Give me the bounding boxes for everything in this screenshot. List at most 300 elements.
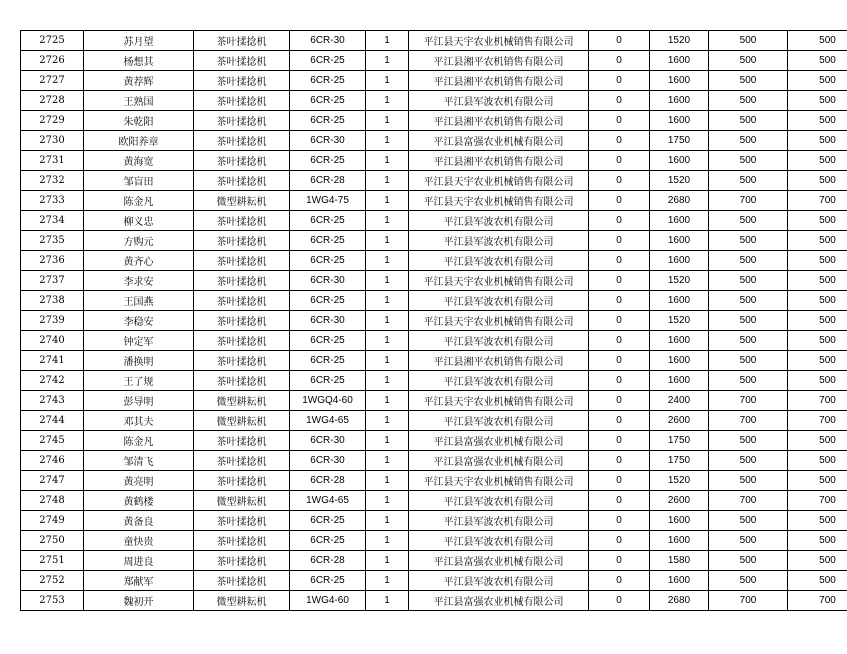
total-subsidy-cell: 500 [788, 431, 847, 451]
table-row [21, 491, 847, 511]
row-number-cell: 2731 [21, 151, 84, 171]
quantity-cell: 1 [366, 551, 409, 571]
central-subsidy-cell: 500 [709, 531, 788, 551]
price-cell: 1750 [650, 451, 709, 471]
central-subsidy-cell: 700 [709, 191, 788, 211]
zero-value-cell: 0 [589, 411, 650, 431]
quantity-cell: 1 [366, 391, 409, 411]
model-cell: 6CR-25 [290, 531, 366, 551]
machine-type-cell: 茶叶揉捻机 [194, 51, 290, 71]
row-number-cell: 2752 [21, 571, 84, 591]
row-number-cell: 2738 [21, 291, 84, 311]
row-number-cell: 2732 [21, 171, 84, 191]
row-number-cell: 2737 [21, 271, 84, 291]
price-cell: 1520 [650, 171, 709, 191]
zero-value-cell: 0 [589, 111, 650, 131]
total-subsidy-cell: 700 [788, 391, 847, 411]
price-cell: 2600 [650, 491, 709, 511]
price-cell: 1600 [650, 291, 709, 311]
zero-value-cell: 0 [589, 491, 650, 511]
zero-value-cell: 0 [589, 571, 650, 591]
dealer-cell: 平江县湘平农机销售有限公司 [409, 151, 589, 171]
dealer-cell: 平江县军波农机有限公司 [409, 291, 589, 311]
farmer-name-cell: 王了规 [84, 371, 194, 391]
model-cell: 6CR-25 [290, 51, 366, 71]
machine-type-cell: 茶叶揉捻机 [194, 451, 290, 471]
total-subsidy-cell: 500 [788, 151, 847, 171]
machine-type-cell: 微型耕耘机 [194, 391, 290, 411]
farmer-name-cell: 黄鹤楼 [84, 491, 194, 511]
dealer-cell: 平江县天宇农业机械销售有限公司 [409, 191, 589, 211]
dealer-cell: 平江县军波农机有限公司 [409, 531, 589, 551]
quantity-cell: 1 [366, 451, 409, 471]
row-number-cell: 2733 [21, 191, 84, 211]
quantity-cell: 1 [366, 131, 409, 151]
quantity-cell: 1 [366, 531, 409, 551]
row-number-cell: 2739 [21, 311, 84, 331]
quantity-cell: 1 [366, 211, 409, 231]
total-subsidy-cell: 500 [788, 31, 847, 51]
table-row [21, 471, 847, 491]
quantity-cell: 1 [366, 271, 409, 291]
price-cell: 1520 [650, 31, 709, 51]
dealer-cell: 平江县富强农业机械有限公司 [409, 451, 589, 471]
total-subsidy-cell: 700 [788, 491, 847, 511]
dealer-cell: 平江县富强农业机械有限公司 [409, 551, 589, 571]
row-number-cell: 2744 [21, 411, 84, 431]
central-subsidy-cell: 500 [709, 211, 788, 231]
quantity-cell: 1 [366, 571, 409, 591]
table-row [21, 371, 847, 391]
dealer-cell: 平江县军波农机有限公司 [409, 411, 589, 431]
zero-value-cell: 0 [589, 271, 650, 291]
price-cell: 1600 [650, 331, 709, 351]
row-number-cell: 2741 [21, 351, 84, 371]
central-subsidy-cell: 700 [709, 591, 788, 611]
model-cell: 1WG4-60 [290, 591, 366, 611]
machine-type-cell: 微型耕耘机 [194, 411, 290, 431]
central-subsidy-cell: 500 [709, 431, 788, 451]
farmer-name-cell: 邓其夫 [84, 411, 194, 431]
dealer-cell: 平江县军波农机有限公司 [409, 571, 589, 591]
table-row [21, 411, 847, 431]
model-cell: 6CR-25 [290, 571, 366, 591]
model-cell: 6CR-25 [290, 511, 366, 531]
zero-value-cell: 0 [589, 331, 650, 351]
dealer-cell: 平江县天宇农业机械销售有限公司 [409, 471, 589, 491]
farmer-name-cell: 邹盲田 [84, 171, 194, 191]
machine-type-cell: 茶叶揉捻机 [194, 531, 290, 551]
machine-type-cell: 茶叶揉捻机 [194, 311, 290, 331]
zero-value-cell: 0 [589, 91, 650, 111]
quantity-cell: 1 [366, 151, 409, 171]
farmer-name-cell: 郑献军 [84, 571, 194, 591]
farmer-name-cell: 魏初开 [84, 591, 194, 611]
central-subsidy-cell: 500 [709, 291, 788, 311]
zero-value-cell: 0 [589, 251, 650, 271]
price-cell: 2600 [650, 411, 709, 431]
total-subsidy-cell: 500 [788, 331, 847, 351]
price-cell: 1600 [650, 251, 709, 271]
table-row [21, 271, 847, 291]
table-row [21, 571, 847, 591]
row-number-cell: 2725 [21, 31, 84, 51]
dealer-cell: 平江县军波农机有限公司 [409, 331, 589, 351]
row-number-cell: 2729 [21, 111, 84, 131]
price-cell: 1520 [650, 271, 709, 291]
dealer-cell: 平江县富强农业机械有限公司 [409, 431, 589, 451]
farmer-name-cell: 朱乾阳 [84, 111, 194, 131]
total-subsidy-cell: 500 [788, 551, 847, 571]
table-row [21, 71, 847, 91]
price-cell: 1600 [650, 211, 709, 231]
dealer-cell: 平江县天宇农业机械销售有限公司 [409, 171, 589, 191]
model-cell: 6CR-25 [290, 351, 366, 371]
table-row [21, 231, 847, 251]
machine-type-cell: 微型耕耘机 [194, 591, 290, 611]
price-cell: 1520 [650, 471, 709, 491]
price-cell: 1600 [650, 351, 709, 371]
table-row [21, 311, 847, 331]
table-row [21, 151, 847, 171]
zero-value-cell: 0 [589, 511, 650, 531]
machine-type-cell: 茶叶揉捻机 [194, 471, 290, 491]
price-cell: 1600 [650, 151, 709, 171]
quantity-cell: 1 [366, 251, 409, 271]
model-cell: 6CR-25 [290, 291, 366, 311]
row-number-cell: 2748 [21, 491, 84, 511]
model-cell: 1WG4-65 [290, 491, 366, 511]
quantity-cell: 1 [366, 111, 409, 131]
farmer-name-cell: 黄海宽 [84, 151, 194, 171]
central-subsidy-cell: 500 [709, 331, 788, 351]
price-cell: 1580 [650, 551, 709, 571]
central-subsidy-cell: 500 [709, 51, 788, 71]
quantity-cell: 1 [366, 331, 409, 351]
central-subsidy-cell: 500 [709, 551, 788, 571]
table-row [21, 131, 847, 151]
quantity-cell: 1 [366, 431, 409, 451]
central-subsidy-cell: 700 [709, 491, 788, 511]
machine-type-cell: 茶叶揉捻机 [194, 571, 290, 591]
dealer-cell: 平江县湘平农机销售有限公司 [409, 111, 589, 131]
zero-value-cell: 0 [589, 451, 650, 471]
table-row [21, 591, 847, 611]
machine-type-cell: 茶叶揉捻机 [194, 171, 290, 191]
central-subsidy-cell: 700 [709, 411, 788, 431]
total-subsidy-cell: 500 [788, 531, 847, 551]
table-row [21, 451, 847, 471]
zero-value-cell: 0 [589, 31, 650, 51]
price-cell: 1520 [650, 311, 709, 331]
table-row [21, 111, 847, 131]
zero-value-cell: 0 [589, 71, 650, 91]
machine-type-cell: 茶叶揉捻机 [194, 511, 290, 531]
model-cell: 6CR-25 [290, 251, 366, 271]
row-number-cell: 2728 [21, 91, 84, 111]
machine-type-cell: 茶叶揉捻机 [194, 331, 290, 351]
row-number-cell: 2736 [21, 251, 84, 271]
price-cell: 1600 [650, 71, 709, 91]
row-number-cell: 2742 [21, 371, 84, 391]
farmer-name-cell: 黄齐心 [84, 251, 194, 271]
machine-type-cell: 茶叶揉捻机 [194, 431, 290, 451]
farmer-name-cell: 黄备良 [84, 511, 194, 531]
quantity-cell: 1 [366, 371, 409, 391]
row-number-cell: 2735 [21, 231, 84, 251]
model-cell: 6CR-25 [290, 151, 366, 171]
model-cell: 6CR-25 [290, 91, 366, 111]
zero-value-cell: 0 [589, 211, 650, 231]
total-subsidy-cell: 500 [788, 291, 847, 311]
total-subsidy-cell: 700 [788, 591, 847, 611]
farmer-name-cell: 杨想其 [84, 51, 194, 71]
total-subsidy-cell: 500 [788, 471, 847, 491]
price-cell: 1600 [650, 571, 709, 591]
model-cell: 6CR-28 [290, 551, 366, 571]
farmer-name-cell: 方购元 [84, 231, 194, 251]
model-cell: 6CR-25 [290, 371, 366, 391]
zero-value-cell: 0 [589, 431, 650, 451]
zero-value-cell: 0 [589, 191, 650, 211]
model-cell: 6CR-30 [290, 271, 366, 291]
central-subsidy-cell: 700 [709, 391, 788, 411]
table-row [21, 331, 847, 351]
model-cell: 6CR-25 [290, 111, 366, 131]
model-cell: 1WG4-65 [290, 411, 366, 431]
machine-type-cell: 茶叶揉捻机 [194, 211, 290, 231]
row-number-cell: 2734 [21, 211, 84, 231]
total-subsidy-cell: 500 [788, 111, 847, 131]
row-number-cell: 2740 [21, 331, 84, 351]
zero-value-cell: 0 [589, 471, 650, 491]
dealer-cell: 平江县军波农机有限公司 [409, 231, 589, 251]
model-cell: 6CR-25 [290, 231, 366, 251]
dealer-cell: 平江县军波农机有限公司 [409, 371, 589, 391]
total-subsidy-cell: 500 [788, 171, 847, 191]
model-cell: 6CR-28 [290, 471, 366, 491]
dealer-cell: 平江县天宇农业机械销售有限公司 [409, 31, 589, 51]
total-subsidy-cell: 500 [788, 91, 847, 111]
zero-value-cell: 0 [589, 591, 650, 611]
farmer-name-cell: 李求安 [84, 271, 194, 291]
total-subsidy-cell: 500 [788, 311, 847, 331]
total-subsidy-cell: 500 [788, 231, 847, 251]
farmer-name-cell: 陈金凡 [84, 431, 194, 451]
dealer-cell: 平江县军波农机有限公司 [409, 251, 589, 271]
model-cell: 6CR-25 [290, 211, 366, 231]
row-number-cell: 2730 [21, 131, 84, 151]
central-subsidy-cell: 500 [709, 111, 788, 131]
total-subsidy-cell: 500 [788, 251, 847, 271]
central-subsidy-cell: 500 [709, 511, 788, 531]
machine-type-cell: 茶叶揉捻机 [194, 71, 290, 91]
farmer-name-cell: 黄荐辉 [84, 71, 194, 91]
dealer-cell: 平江县湘平农机销售有限公司 [409, 51, 589, 71]
zero-value-cell: 0 [589, 311, 650, 331]
dealer-cell: 平江县天宇农业机械销售有限公司 [409, 391, 589, 411]
machine-type-cell: 茶叶揉捻机 [194, 251, 290, 271]
central-subsidy-cell: 500 [709, 351, 788, 371]
dealer-cell: 平江县天宇农业机械销售有限公司 [409, 271, 589, 291]
central-subsidy-cell: 500 [709, 151, 788, 171]
zero-value-cell: 0 [589, 291, 650, 311]
total-subsidy-cell: 500 [788, 351, 847, 371]
total-subsidy-cell: 500 [788, 271, 847, 291]
zero-value-cell: 0 [589, 551, 650, 571]
quantity-cell: 1 [366, 291, 409, 311]
farmer-name-cell: 王国燕 [84, 291, 194, 311]
model-cell: 1WG4-75 [290, 191, 366, 211]
price-cell: 1600 [650, 531, 709, 551]
table-row [21, 551, 847, 571]
quantity-cell: 1 [366, 471, 409, 491]
dealer-cell: 平江县军波农机有限公司 [409, 91, 589, 111]
farmer-name-cell: 钟定军 [84, 331, 194, 351]
zero-value-cell: 0 [589, 51, 650, 71]
price-cell: 1600 [650, 51, 709, 71]
central-subsidy-cell: 500 [709, 311, 788, 331]
machine-type-cell: 微型耕耘机 [194, 491, 290, 511]
machine-type-cell: 茶叶揉捻机 [194, 371, 290, 391]
row-number-cell: 2743 [21, 391, 84, 411]
quantity-cell: 1 [366, 191, 409, 211]
central-subsidy-cell: 500 [709, 251, 788, 271]
table-row [21, 291, 847, 311]
row-number-cell: 2747 [21, 471, 84, 491]
quantity-cell: 1 [366, 511, 409, 531]
quantity-cell: 1 [366, 491, 409, 511]
model-cell: 6CR-28 [290, 171, 366, 191]
central-subsidy-cell: 500 [709, 371, 788, 391]
zero-value-cell: 0 [589, 131, 650, 151]
central-subsidy-cell: 500 [709, 31, 788, 51]
machine-type-cell: 茶叶揉捻机 [194, 351, 290, 371]
subsidy-table [20, 30, 847, 611]
total-subsidy-cell: 500 [788, 51, 847, 71]
central-subsidy-cell: 500 [709, 571, 788, 591]
central-subsidy-cell: 500 [709, 71, 788, 91]
table-row [21, 531, 847, 551]
table-row [21, 391, 847, 411]
quantity-cell: 1 [366, 171, 409, 191]
central-subsidy-cell: 500 [709, 131, 788, 151]
farmer-name-cell: 童快贵 [84, 531, 194, 551]
quantity-cell: 1 [366, 231, 409, 251]
quantity-cell: 1 [366, 51, 409, 71]
machine-type-cell: 茶叶揉捻机 [194, 551, 290, 571]
total-subsidy-cell: 700 [788, 411, 847, 431]
row-number-cell: 2753 [21, 591, 84, 611]
row-number-cell: 2746 [21, 451, 84, 471]
price-cell: 1750 [650, 431, 709, 451]
price-cell: 1600 [650, 371, 709, 391]
zero-value-cell: 0 [589, 351, 650, 371]
dealer-cell: 平江县军波农机有限公司 [409, 211, 589, 231]
farmer-name-cell: 李稳安 [84, 311, 194, 331]
machine-type-cell: 茶叶揉捻机 [194, 271, 290, 291]
zero-value-cell: 0 [589, 171, 650, 191]
table-row [21, 91, 847, 111]
central-subsidy-cell: 500 [709, 231, 788, 251]
quantity-cell: 1 [366, 31, 409, 51]
farmer-name-cell: 邹清飞 [84, 451, 194, 471]
total-subsidy-cell: 500 [788, 571, 847, 591]
table-row [21, 211, 847, 231]
central-subsidy-cell: 500 [709, 471, 788, 491]
machine-type-cell: 茶叶揉捻机 [194, 31, 290, 51]
total-subsidy-cell: 700 [788, 191, 847, 211]
model-cell: 1WGQ4-60 [290, 391, 366, 411]
quantity-cell: 1 [366, 351, 409, 371]
machine-type-cell: 微型耕耘机 [194, 191, 290, 211]
machine-type-cell: 茶叶揉捻机 [194, 231, 290, 251]
machine-type-cell: 茶叶揉捻机 [194, 91, 290, 111]
machine-type-cell: 茶叶揉捻机 [194, 131, 290, 151]
central-subsidy-cell: 500 [709, 91, 788, 111]
machine-type-cell: 茶叶揉捻机 [194, 111, 290, 131]
dealer-cell: 平江县天宇农业机械销售有限公司 [409, 311, 589, 331]
table-row [21, 51, 847, 71]
price-cell: 2400 [650, 391, 709, 411]
farmer-name-cell: 陈金凡 [84, 191, 194, 211]
price-cell: 1600 [650, 511, 709, 531]
farmer-name-cell: 王熟国 [84, 91, 194, 111]
price-cell: 1600 [650, 111, 709, 131]
model-cell: 6CR-30 [290, 431, 366, 451]
table-row [21, 511, 847, 531]
model-cell: 6CR-25 [290, 71, 366, 91]
central-subsidy-cell: 500 [709, 451, 788, 471]
farmer-name-cell: 周进良 [84, 551, 194, 571]
model-cell: 6CR-30 [290, 451, 366, 471]
dealer-cell: 平江县富强农业机械有限公司 [409, 131, 589, 151]
price-cell: 2680 [650, 191, 709, 211]
total-subsidy-cell: 500 [788, 211, 847, 231]
row-number-cell: 2726 [21, 51, 84, 71]
table-row [21, 171, 847, 191]
total-subsidy-cell: 500 [788, 451, 847, 471]
central-subsidy-cell: 500 [709, 271, 788, 291]
quantity-cell: 1 [366, 311, 409, 331]
total-subsidy-cell: 500 [788, 131, 847, 151]
farmer-name-cell: 黄亮明 [84, 471, 194, 491]
price-cell: 1600 [650, 231, 709, 251]
table-row [21, 251, 847, 271]
zero-value-cell: 0 [589, 231, 650, 251]
price-cell: 1750 [650, 131, 709, 151]
model-cell: 6CR-25 [290, 331, 366, 351]
total-subsidy-cell: 500 [788, 71, 847, 91]
row-number-cell: 2751 [21, 551, 84, 571]
model-cell: 6CR-30 [290, 311, 366, 331]
farmer-name-cell: 欧阳养章 [84, 131, 194, 151]
zero-value-cell: 0 [589, 391, 650, 411]
table-row [21, 431, 847, 451]
dealer-cell: 平江县湘平农机销售有限公司 [409, 71, 589, 91]
machine-type-cell: 茶叶揉捻机 [194, 151, 290, 171]
table-body [21, 31, 847, 611]
row-number-cell: 2745 [21, 431, 84, 451]
quantity-cell: 1 [366, 591, 409, 611]
farmer-name-cell: 苏月望 [84, 31, 194, 51]
quantity-cell: 1 [366, 91, 409, 111]
table-row [21, 31, 847, 51]
farmer-name-cell: 彭导明 [84, 391, 194, 411]
zero-value-cell: 0 [589, 531, 650, 551]
quantity-cell: 1 [366, 411, 409, 431]
zero-value-cell: 0 [589, 151, 650, 171]
